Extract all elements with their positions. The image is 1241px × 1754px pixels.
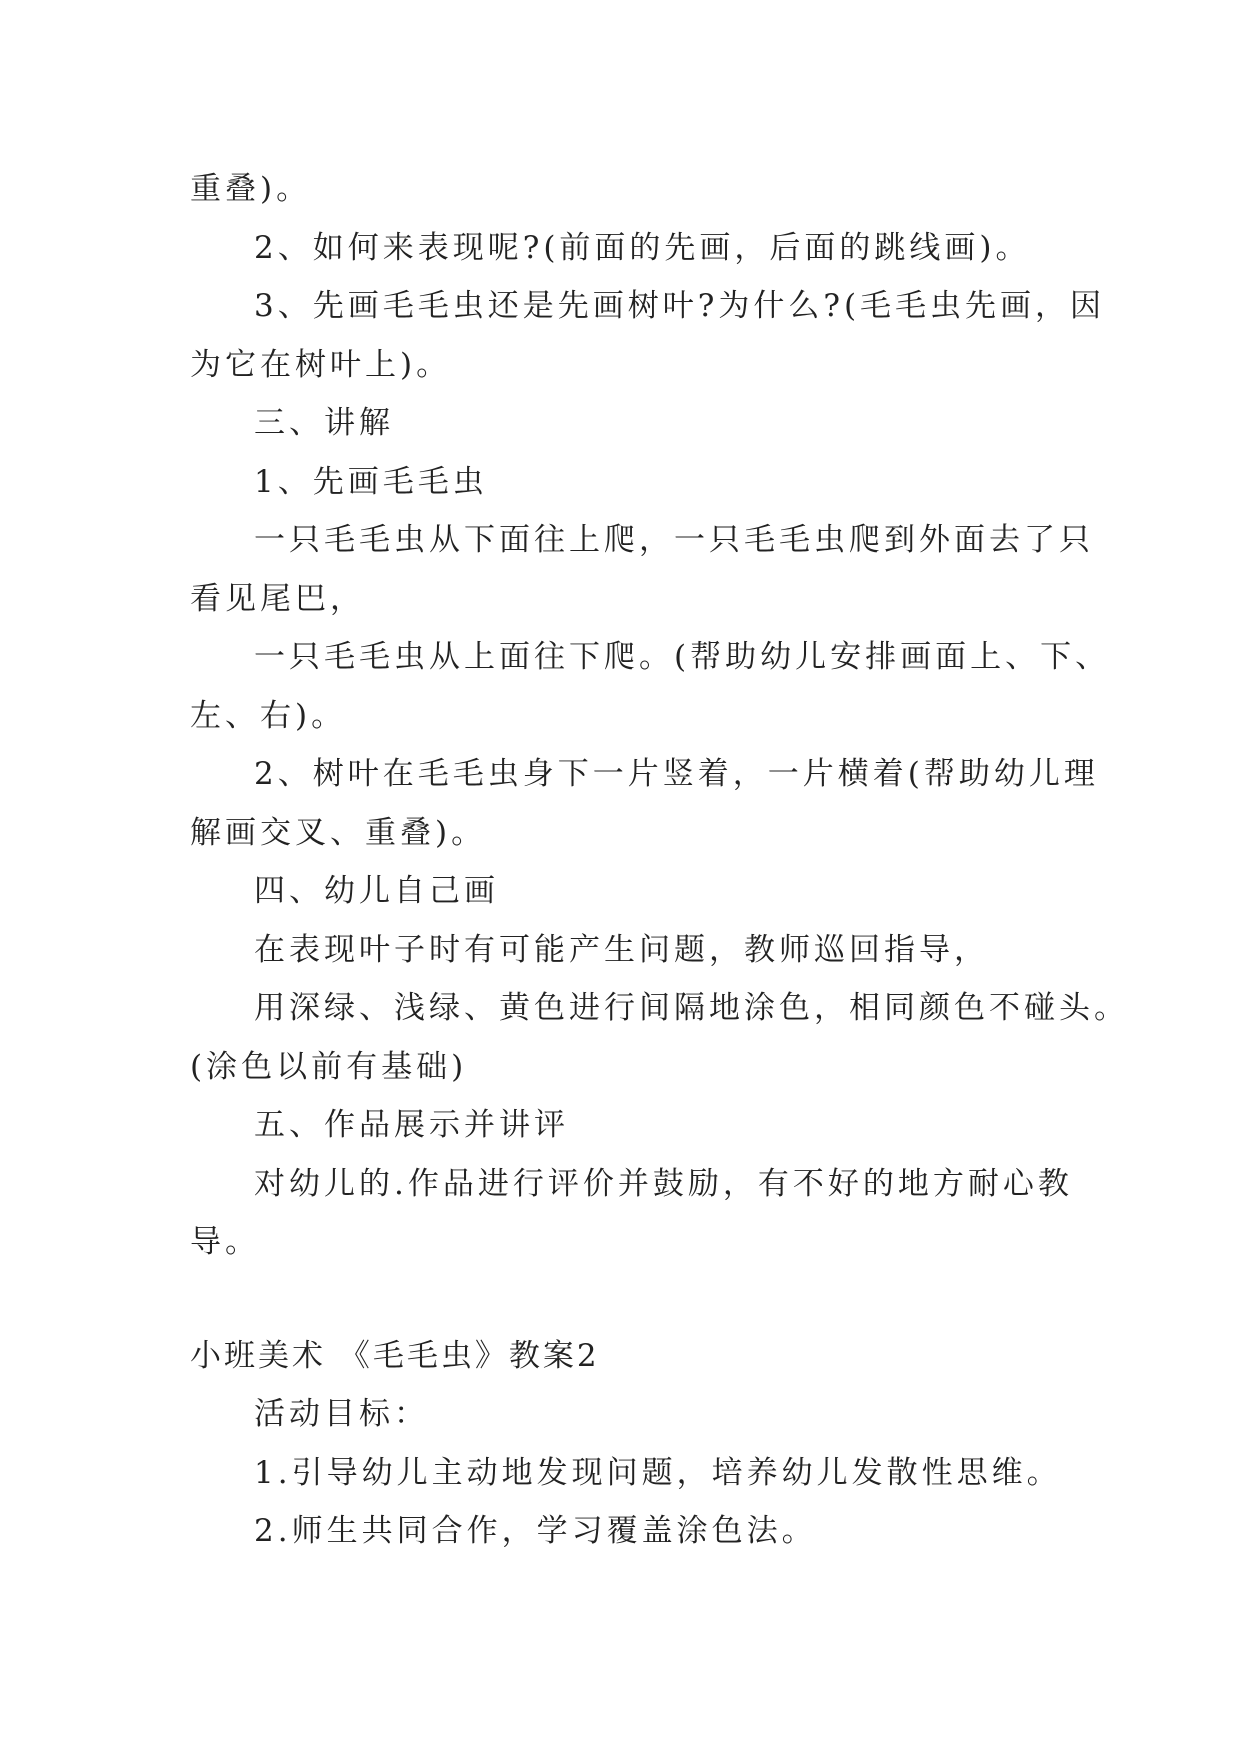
text-line: 用深绿、浅绿、黄色进行间隔地涂色，相同颜色不碰头。 — [254, 990, 1129, 1026]
text-line: 左、右)。 — [190, 697, 347, 734]
text-line: 四、幼儿自己画 — [254, 873, 499, 909]
text-line: 看见尾巴， — [190, 580, 365, 617]
text-line: 解画交叉、重叠)。 — [190, 814, 487, 851]
text-line: 1、先画毛毛虫 — [254, 463, 488, 500]
document-body — [190, 160, 1129, 1561]
text-line: 在表现叶子时有可能产生问题，教师巡回指导， — [254, 931, 989, 968]
text-line: 3、先画毛毛虫还是先画树叶?为什么?(毛毛虫先画，因 — [254, 288, 1106, 324]
text-line: 导。 — [190, 1224, 260, 1260]
text-line: 1.引导幼儿主动地发现问题，培养幼儿发散性思维。 — [254, 1454, 1062, 1491]
section-title: 小班美术 《毛毛虫》教案2 — [190, 1337, 600, 1374]
text-line: (涂色以前有基础) — [190, 1048, 468, 1085]
activity-goals-section — [190, 1385, 1090, 1561]
lesson-steps-section — [190, 160, 1129, 1272]
text-line: 2、树叶在毛毛虫身下一片竖着，一片横着(帮助幼儿理 — [254, 756, 1099, 792]
text-line: 2、如何来表现呢?(前面的先画，后面的跳线画)。 — [254, 229, 1031, 266]
text-line: 一只毛毛虫从下面往上爬，一只毛毛虫爬到外面去了只 — [254, 522, 1094, 558]
text-line: 2.师生共同合作，学习覆盖涂色法。 — [254, 1513, 817, 1549]
text-line: 一只毛毛虫从上面往下爬。(帮助幼儿安排画面上、下、 — [254, 639, 1111, 675]
text-line: 重叠)。 — [190, 171, 312, 207]
section-gap — [190, 1272, 1090, 1327]
text-line: 为它在树叶上)。 — [190, 346, 452, 383]
text-line: 活动目标： — [254, 1396, 429, 1432]
text-line: 三、讲解 — [254, 405, 394, 441]
text-line: 五、作品展示并讲评 — [254, 1107, 569, 1143]
text-line: 对幼儿的.作品进行评价并鼓励，有不好的地方耐心教 — [254, 1165, 1073, 1202]
